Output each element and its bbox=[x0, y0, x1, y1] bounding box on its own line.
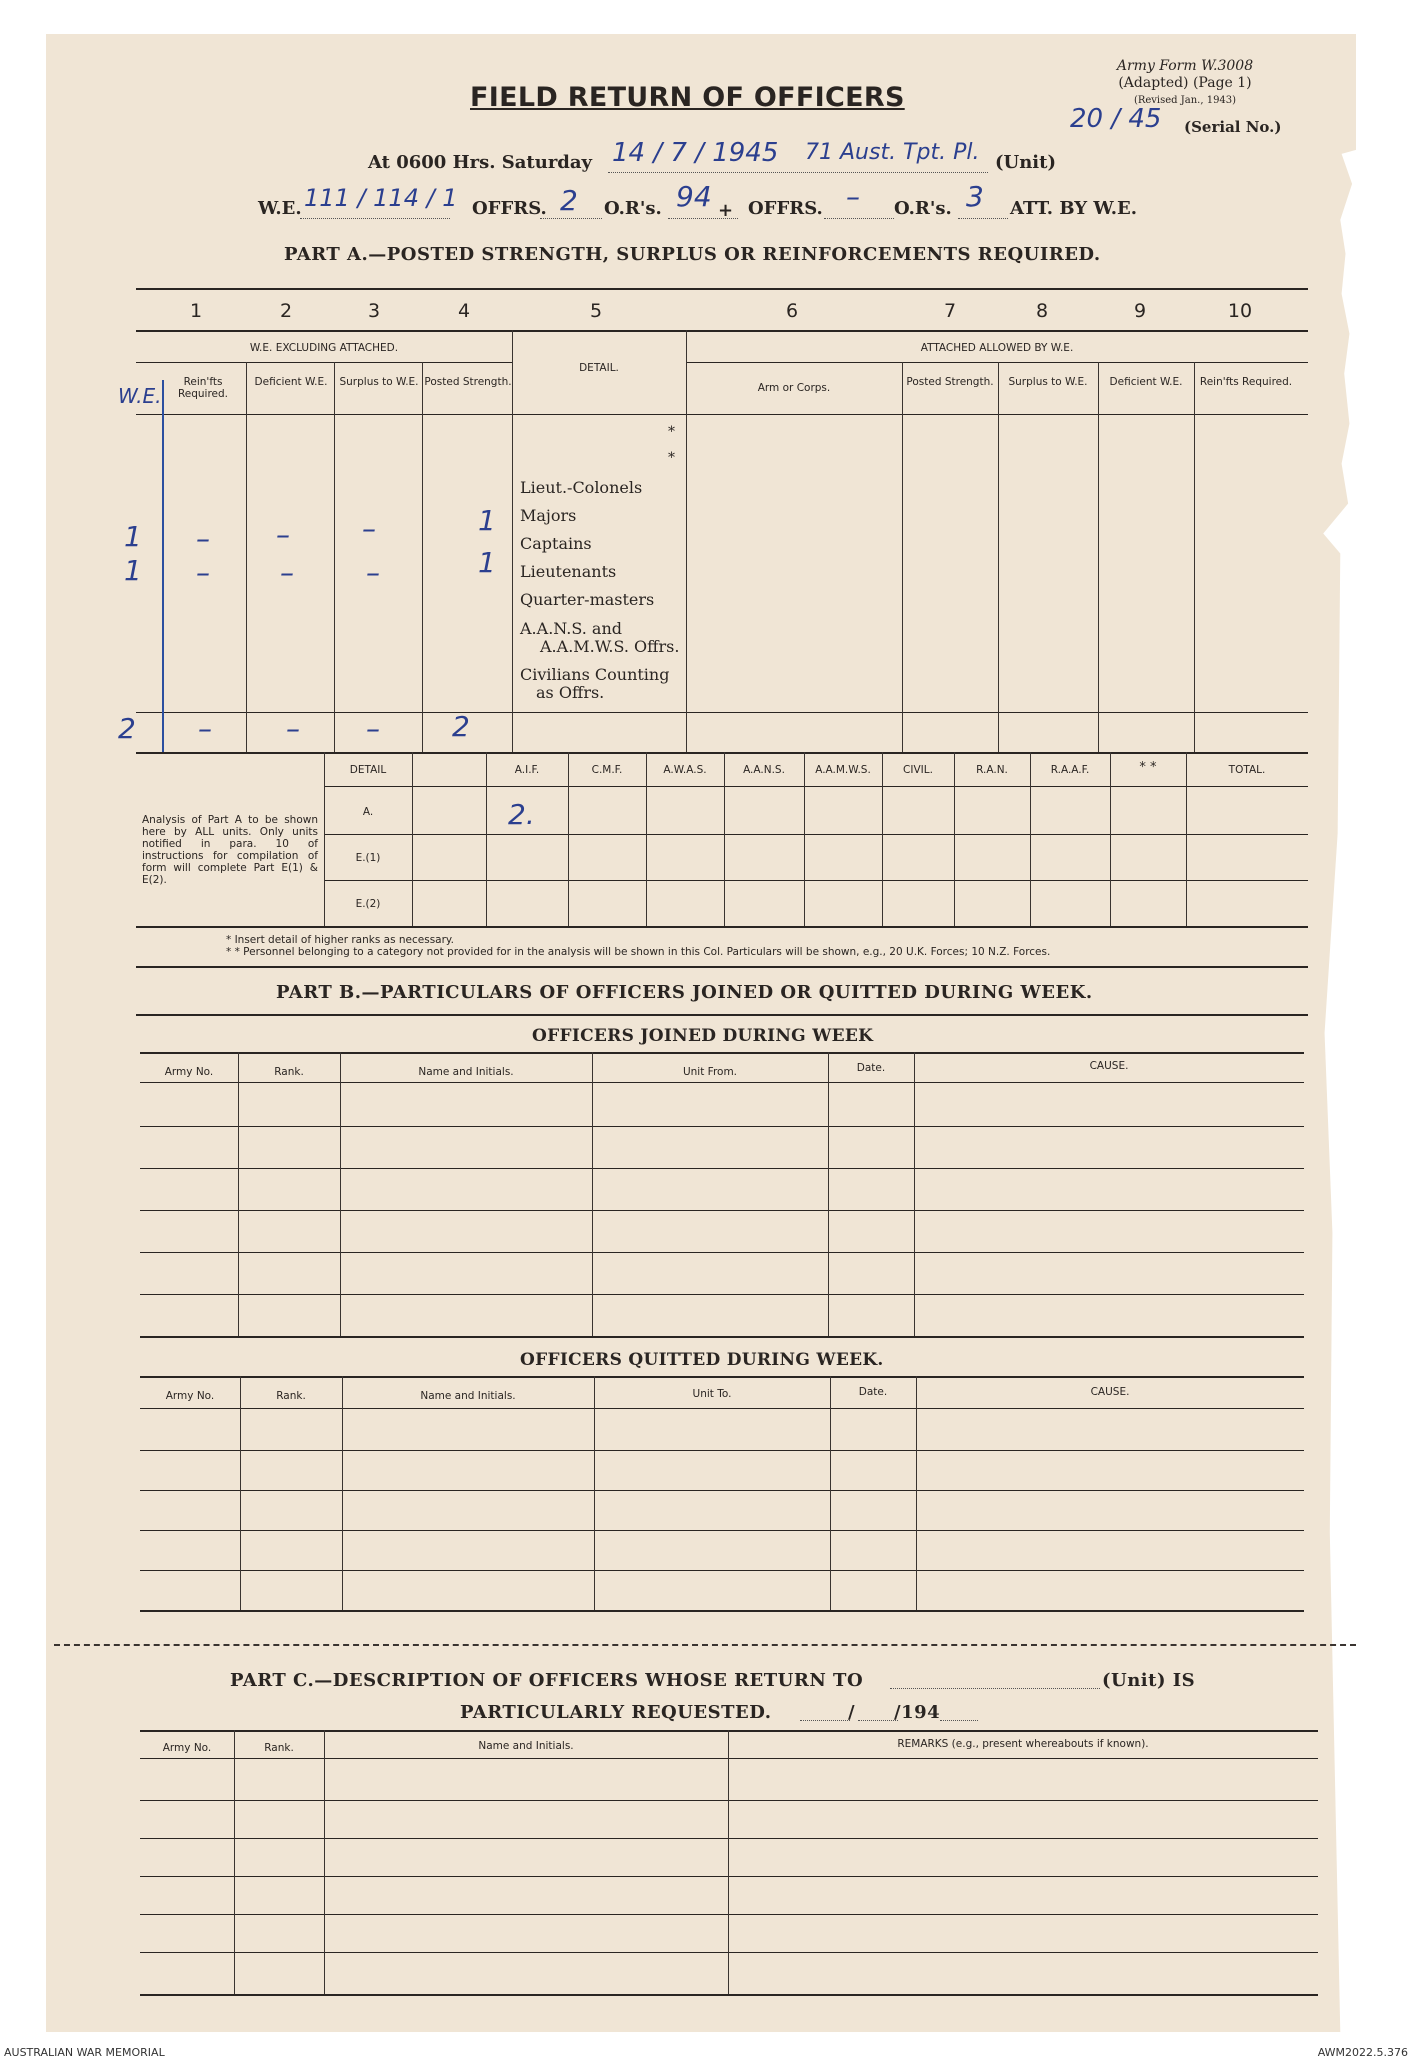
rank-civilians bbox=[520, 666, 669, 702]
joined-hdr-cause: CAUSE. bbox=[1089, 1060, 1129, 1072]
part-c-row-rule bbox=[140, 1876, 1318, 1877]
footnote-rule bbox=[136, 966, 1308, 968]
star-1: * bbox=[668, 424, 675, 440]
part-c-row-rule bbox=[140, 1838, 1318, 1839]
analysis-hdr-total: TOTAL. bbox=[1228, 764, 1266, 776]
analysis-row-e2: E.(2) bbox=[355, 898, 381, 910]
ors2-label: O.R's. bbox=[894, 198, 952, 219]
col-num-2: 2 bbox=[279, 300, 293, 322]
part-c-hdr-army-no: Army No. bbox=[162, 1742, 212, 1754]
unit-value: 71 Aust. Tpt. Pl. bbox=[805, 140, 980, 165]
part-c-title-unit: (Unit) IS bbox=[1102, 1670, 1196, 1691]
footnote-1: * Insert detail of higher ranks as necessary. bbox=[226, 934, 454, 946]
ors2-value: 3 bbox=[966, 180, 984, 213]
hdr-reinfts-right: Rein'fts Required. bbox=[1199, 376, 1293, 388]
time-label: At 0600 Hrs. Saturday bbox=[368, 152, 593, 173]
quitted-col-rule bbox=[830, 1376, 831, 1610]
col-rule bbox=[1098, 362, 1099, 752]
quitted-row-rule bbox=[140, 1490, 1304, 1491]
hand-captains-we: 1 bbox=[124, 520, 142, 553]
analysis-col-rule bbox=[412, 752, 413, 926]
attached-allowed-header: ATTACHED ALLOWED BY W.E. bbox=[920, 342, 1074, 354]
header-bottom-rule bbox=[136, 414, 1308, 415]
hand-captains-posted: 1 bbox=[478, 504, 496, 537]
plus-sign: + bbox=[718, 200, 734, 221]
analysis-row-a: A. bbox=[362, 806, 374, 818]
part-c-row-rule bbox=[140, 1952, 1318, 1953]
offrs2-dots bbox=[824, 218, 894, 219]
offrs2-label: OFFRS. bbox=[748, 198, 823, 219]
army-form-number: Army Form W.3008 bbox=[1116, 58, 1254, 74]
rank-list bbox=[520, 474, 654, 614]
part-c-hdr-name: Name and Initials. bbox=[478, 1740, 574, 1752]
col-rule bbox=[998, 362, 999, 752]
analysis-col-rule bbox=[1030, 752, 1031, 926]
ors2-dots bbox=[958, 218, 1008, 219]
part-a-title: PART A.—POSTED STRENGTH, SURPLUS OR REINFORCEMENTS REQUIRED. bbox=[284, 244, 1101, 265]
joined-row-rule bbox=[140, 1126, 1304, 1127]
analysis-hdr-raaf: R.A.A.F. bbox=[1050, 764, 1090, 776]
part-c-title-1: PART C.—DESCRIPTION OF OFFICERS WHOSE RETURN TO bbox=[230, 1670, 864, 1691]
part-b-rule bbox=[136, 1014, 1308, 1016]
part-c-year: /194 bbox=[894, 1702, 941, 1723]
part-c-bottom-rule bbox=[140, 1994, 1318, 1996]
we-label: W.E. bbox=[258, 198, 302, 219]
col-num-8: 8 bbox=[1035, 300, 1049, 322]
unit-label: (Unit) bbox=[995, 152, 1056, 173]
hand-captains-deficient: – bbox=[276, 518, 290, 551]
analysis-hdr-aans: A.A.N.S. bbox=[743, 764, 785, 776]
joined-col-rule bbox=[592, 1052, 593, 1336]
hand-lieutenants-deficient: – bbox=[280, 556, 294, 589]
hdr-posted-left: Posted Strength. bbox=[424, 376, 512, 388]
hdr-arm-corps: Arm or Corps. bbox=[757, 382, 831, 394]
analysis-hdr-cmf: C.M.F. bbox=[591, 764, 623, 776]
part-c-unit-dots bbox=[890, 1688, 1100, 1689]
joined-row-rule bbox=[140, 1210, 1304, 1211]
quitted-row-rule bbox=[140, 1450, 1304, 1451]
analysis-bottom-rule bbox=[136, 926, 1308, 928]
joined-hdr-rank: Rank. bbox=[274, 1066, 304, 1078]
col-num-6: 6 bbox=[785, 300, 799, 322]
serial-label: (Serial No.) bbox=[1184, 118, 1282, 136]
analysis-hdr-ran: R.A.N. bbox=[976, 764, 1008, 776]
part-c-col-rule bbox=[234, 1730, 235, 1994]
form-title: FIELD RETURN OF OFFICERS bbox=[470, 82, 905, 113]
rank-aans-line2: A.A.M.W.S. Offrs. bbox=[540, 637, 680, 656]
part-a-number-rule bbox=[136, 330, 1308, 332]
analysis-col-rule bbox=[1110, 752, 1111, 926]
joined-title: OFFICERS JOINED DURING WEEK bbox=[532, 1026, 874, 1046]
form-identifier bbox=[1070, 58, 1300, 109]
quitted-hdr-date: Date. bbox=[858, 1386, 888, 1398]
joined-hdr-unit-from: Unit From. bbox=[682, 1066, 738, 1078]
col-rule bbox=[334, 362, 335, 752]
hand-total-reinfts: – bbox=[198, 712, 212, 745]
analysis-hdr-awas: A.W.A.S. bbox=[663, 764, 707, 776]
offrs2-value: – bbox=[846, 180, 860, 213]
part-a-top-rule bbox=[136, 288, 1308, 290]
col-num-9: 9 bbox=[1133, 300, 1147, 322]
col-rule bbox=[512, 330, 513, 752]
offrs-label: OFFRS. bbox=[472, 198, 547, 219]
joined-hdr-army-no: Army No. bbox=[164, 1066, 214, 1078]
part-c-top-rule bbox=[140, 1730, 1318, 1732]
part-c-row-rule bbox=[140, 1914, 1318, 1915]
rank-lieut-colonels: Lieut.-Colonels bbox=[520, 478, 643, 497]
col-rule bbox=[1194, 362, 1195, 752]
quitted-bottom-rule bbox=[140, 1610, 1304, 1612]
offrs-dots bbox=[540, 218, 602, 219]
joined-col-rule bbox=[914, 1052, 915, 1336]
analysis-col-rule bbox=[954, 752, 955, 926]
joined-col-rule bbox=[340, 1052, 341, 1336]
analysis-hdr-aif: A.I.F. bbox=[514, 764, 540, 776]
analysis-hdr-civil: CIVIL. bbox=[903, 764, 933, 776]
analysis-col-rule bbox=[1186, 752, 1187, 926]
hdr-posted-right: Posted Strength. bbox=[906, 376, 994, 388]
quitted-col-rule bbox=[916, 1376, 917, 1610]
we-excluding-header: W.E. EXCLUDING ATTACHED. bbox=[249, 342, 399, 354]
joined-top-rule bbox=[140, 1052, 1304, 1054]
analysis-row-e1: E.(1) bbox=[355, 852, 381, 864]
total-top-rule bbox=[136, 712, 1308, 713]
hand-lieutenants-posted: 1 bbox=[478, 546, 496, 579]
form-adapted: (Adapted) (Page 1) bbox=[1118, 75, 1252, 91]
hdr-surplus-left: Surplus to W.E. bbox=[339, 376, 419, 388]
quitted-row-rule bbox=[140, 1530, 1304, 1531]
analysis-note: Analysis of Part A to be shown here by ALL units. Only units notified in para. 10 of instructions for compilation of form will complete Part E(1) & E(2). bbox=[142, 814, 318, 886]
star-2: * bbox=[668, 450, 675, 466]
ors-value: 94 bbox=[676, 180, 712, 213]
analysis-header-rule bbox=[324, 786, 1308, 787]
part-c-title-2: PARTICULARLY REQUESTED. bbox=[460, 1702, 772, 1723]
detail-header: DETAIL. bbox=[579, 362, 619, 374]
footnote-2: * * Personnel belonging to a category not provided for in the analysis will be shown in this Col. Particulars will be shown, e.g., 20 U.K. Forces; 10 N.Z. Forces. bbox=[226, 946, 1051, 958]
part-c-day-dots bbox=[800, 1720, 850, 1721]
date-value: 14 / 7 / 1945 bbox=[612, 138, 779, 168]
analysis-col-rule bbox=[804, 752, 805, 926]
hdr-surplus-right: Surplus to W.E. bbox=[1008, 376, 1088, 388]
part-c-date-slash: / bbox=[848, 1702, 856, 1723]
col-rule bbox=[686, 330, 687, 752]
analysis-hdr-detail: DETAIL bbox=[349, 764, 387, 776]
joined-hdr-date: Date. bbox=[856, 1062, 886, 1074]
quitted-hdr-unit-to: Unit To. bbox=[692, 1388, 732, 1400]
joined-col-rule bbox=[238, 1052, 239, 1336]
part-c-col-rule bbox=[728, 1730, 729, 1994]
att-label: ATT. BY W.E. bbox=[1010, 198, 1138, 219]
analysis-row-rule bbox=[324, 834, 1308, 835]
date-unit-dots bbox=[608, 172, 988, 173]
we-excl-rule bbox=[136, 362, 512, 363]
quitted-hdr-rank: Rank. bbox=[276, 1390, 306, 1402]
hand-lieutenants-surplus: – bbox=[366, 556, 380, 589]
part-c-header-rule bbox=[140, 1758, 1318, 1759]
rank-aans bbox=[520, 620, 679, 656]
hand-we-rule bbox=[162, 380, 164, 752]
hand-total-deficient: – bbox=[286, 712, 300, 745]
hand-captains-surplus: – bbox=[362, 512, 376, 545]
analysis-hdr-other: * * bbox=[1139, 760, 1157, 775]
rank-civilians-line1: Civilians Counting bbox=[520, 665, 670, 684]
footer-accession: AWM2022.5.376 bbox=[1317, 2046, 1408, 2059]
we-dots bbox=[300, 218, 450, 219]
analysis-col-rule bbox=[646, 752, 647, 926]
hand-total-we: 2 bbox=[118, 712, 136, 745]
part-c-month-dots bbox=[858, 1720, 898, 1721]
hdr-reinfts-left: Rein'fts Required. bbox=[177, 376, 229, 400]
col-num-5: 5 bbox=[589, 300, 603, 322]
hand-total-surplus: – bbox=[366, 712, 380, 745]
hand-we-label: W.E. bbox=[118, 384, 162, 408]
col-num-4: 4 bbox=[457, 300, 471, 322]
hand-total-posted: 2 bbox=[452, 710, 470, 743]
form-revised: (Revised Jan., 1943) bbox=[1133, 95, 1237, 106]
rank-quarter-masters: Quarter-masters bbox=[520, 590, 655, 609]
total-bottom-rule bbox=[136, 752, 1308, 754]
joined-col-rule bbox=[828, 1052, 829, 1336]
col-num-7: 7 bbox=[943, 300, 957, 322]
quitted-title: OFFICERS QUITTED DURING WEEK. bbox=[520, 1350, 884, 1370]
joined-row-rule bbox=[140, 1252, 1304, 1253]
part-c-year-dots bbox=[940, 1720, 978, 1721]
joined-hdr-name: Name and Initials. bbox=[418, 1066, 514, 1078]
part-c-col-rule bbox=[324, 1730, 325, 1994]
col-rule bbox=[422, 362, 423, 752]
offrs-value: 2 bbox=[560, 184, 578, 217]
analysis-aif-value: 2. bbox=[508, 798, 535, 831]
col-rule bbox=[246, 362, 247, 752]
joined-header-rule bbox=[140, 1082, 1304, 1083]
quitted-col-rule bbox=[594, 1376, 595, 1610]
rank-lieutenants: Lieutenants bbox=[520, 562, 617, 581]
quitted-hdr-name: Name and Initials. bbox=[420, 1390, 516, 1402]
serial-value: 20 / 45 bbox=[1070, 104, 1162, 134]
quitted-row-rule bbox=[140, 1570, 1304, 1571]
joined-row-rule bbox=[140, 1168, 1304, 1169]
analysis-col-rule bbox=[724, 752, 725, 926]
hdr-deficient-right: Deficient W.E. bbox=[1109, 376, 1183, 388]
col-num-10: 10 bbox=[1227, 300, 1253, 322]
analysis-col-rule bbox=[568, 752, 569, 926]
quitted-header-rule bbox=[140, 1408, 1304, 1409]
hand-captains-reinfts: – bbox=[196, 522, 210, 555]
analysis-col-rule bbox=[486, 752, 487, 926]
part-c-row-rule bbox=[140, 1800, 1318, 1801]
quitted-top-rule bbox=[140, 1376, 1304, 1378]
col-rule bbox=[902, 362, 903, 752]
rank-aans-line1: A.A.N.S. and bbox=[520, 619, 622, 638]
quitted-hdr-cause: CAUSE. bbox=[1090, 1386, 1130, 1398]
hand-lieutenants-reinfts: – bbox=[196, 556, 210, 589]
rank-captains: Captains bbox=[520, 534, 592, 553]
attached-rule bbox=[686, 362, 1308, 363]
joined-row-rule bbox=[140, 1294, 1304, 1295]
analysis-hdr-aamws: A.A.M.W.S. bbox=[815, 764, 871, 776]
ors-label: O.R's. bbox=[604, 198, 662, 219]
joined-bottom-rule bbox=[140, 1336, 1304, 1338]
part-c-hdr-remarks: REMARKS (e.g., present whereabouts if known). bbox=[897, 1738, 1149, 1750]
quitted-col-rule bbox=[240, 1376, 241, 1610]
rank-majors: Majors bbox=[520, 506, 577, 525]
perforation-line bbox=[54, 1644, 1356, 1646]
part-b-title: PART B.—PARTICULARS OF OFFICERS JOINED OR QUITTED DURING WEEK. bbox=[276, 982, 1093, 1003]
col-num-1: 1 bbox=[189, 300, 203, 322]
we-value: 111 / 114 / 1 bbox=[304, 184, 458, 212]
analysis-col-rule bbox=[882, 752, 883, 926]
quitted-col-rule bbox=[342, 1376, 343, 1610]
hdr-deficient-left: Deficient W.E. bbox=[254, 376, 328, 388]
quitted-hdr-army-no: Army No. bbox=[165, 1390, 215, 1402]
analysis-row-rule bbox=[324, 880, 1308, 881]
hand-lieutenants-we: 1 bbox=[124, 554, 142, 587]
rank-civilians-line2: as Offrs. bbox=[536, 683, 605, 702]
footer-source: AUSTRALIAN WAR MEMORIAL bbox=[4, 2046, 165, 2059]
col-num-3: 3 bbox=[367, 300, 381, 322]
part-c-hdr-rank: Rank. bbox=[264, 1742, 294, 1754]
